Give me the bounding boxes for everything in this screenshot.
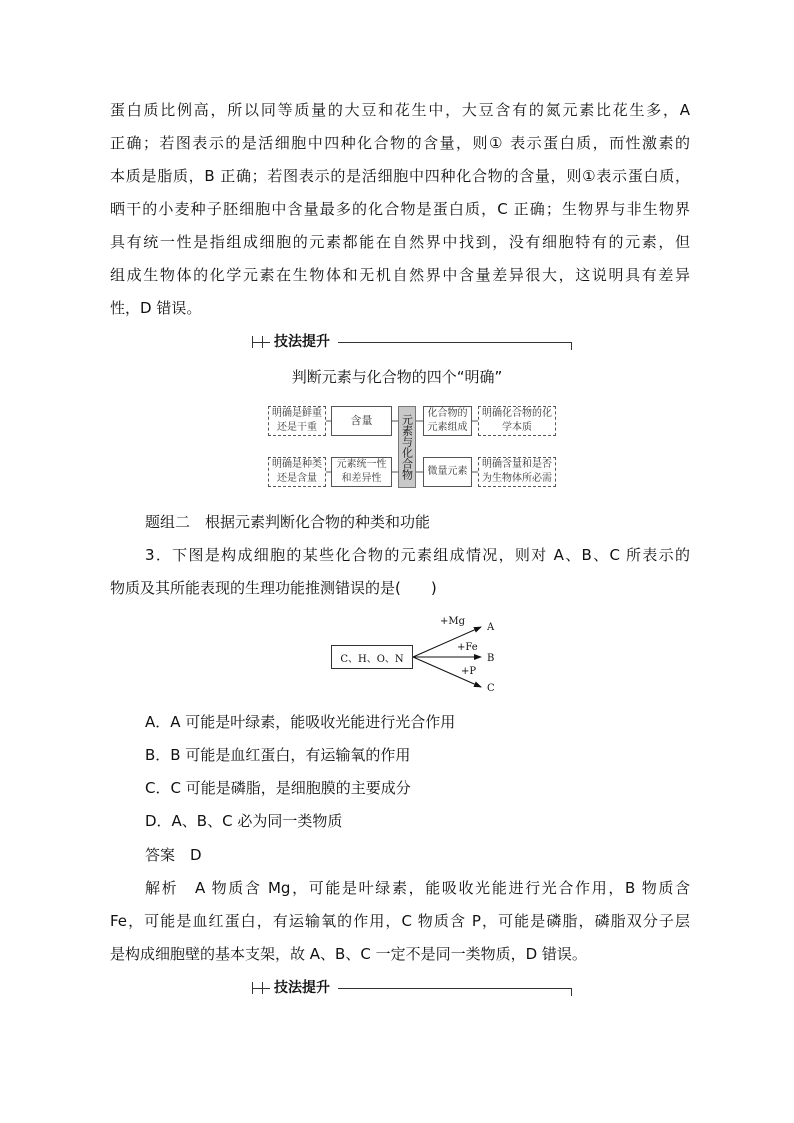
source-elements-box: C、H、O、N <box>331 645 413 669</box>
center-element-compound: 元素与化合物 <box>398 406 416 488</box>
intro-line-7: 性，D 错误。 <box>110 299 202 317</box>
tip-label: 技法提升 <box>270 332 338 352</box>
note-kind-content: 明确是种类还是含量 <box>268 457 326 487</box>
note-chemical-nature: 明确化合物的化学本质 <box>478 406 556 436</box>
option-d: D．A、B、C 必为同一类物质 <box>145 812 343 830</box>
topic-trace-elements: 微量元素 <box>423 457 472 487</box>
tip-separator <box>262 982 263 994</box>
group-title: 题组二 根据元素判断化合物的种类和功能 <box>145 513 431 531</box>
intro-line-2: 正确；若图表示的是活细胞中四种化合物的含量，则① 表示蛋白质，而性激素的 <box>110 134 690 152</box>
option-a: A．A 可能是叶绿素，能吸收光能进行光合作用 <box>145 713 456 731</box>
note-fresh-dry: 明确是鲜重还是干重 <box>268 406 326 436</box>
topic-content: 含量 <box>331 406 392 436</box>
target-c: C <box>487 683 495 694</box>
diagram-title: 判断元素与化合物的四个“明确” <box>291 368 503 386</box>
intro-line-3: 本质是脂质，B 正确；若图表示的是活细胞中四种化合物的含量，则①表示蛋白质， <box>110 167 690 185</box>
arrow-label-mg: +Mg <box>440 616 466 627</box>
topic-compound-composition: 化合物的元素组成 <box>423 406 472 436</box>
analysis-line-3: 是构成细胞壁的基本支架，故 A、B、C 一定不是同一类物质，D 错误。 <box>110 945 587 963</box>
option-c: C．C 可能是磷脂，是细胞膜的主要成分 <box>145 779 411 797</box>
intro-line-6: 组成生物体的化学元素在生物体和无机自然界中含量差异很大，这说明具有差异 <box>110 266 690 284</box>
arrow-label-fe: +Fe <box>457 642 478 653</box>
tip-label: 技法提升 <box>270 978 338 998</box>
option-b: B．B 可能是血红蛋白，有运输氧的作用 <box>145 746 411 764</box>
target-b: B <box>487 653 495 664</box>
topic-unity-difference: 元素统一性和差异性 <box>331 457 392 487</box>
arrow-label-p: +P <box>461 666 477 677</box>
note-essential: 明确含量和是否为生物体所必需 <box>478 457 556 487</box>
question-line-1: 3．下图是构成细胞的某些化合物的元素组成情况，则对 A、B、C 所表示的 <box>145 546 690 564</box>
intro-line-4: 晒干的小麦种子胚细胞中含量最多的化合物是蛋白质，C 正确；生物界与非生物界 <box>110 200 690 218</box>
analysis-line-1: 解析 A 物质含 Mg，可能是叶绿素，能吸收光能进行光合作用，B 物质含 <box>145 879 690 897</box>
question-line-2: 物质及其所能表现的生理功能推测错误的是( ) <box>110 579 437 597</box>
tip-header-2 <box>252 980 572 1000</box>
tip-tick-left <box>252 982 253 994</box>
intro-line-5: 具有统一性是指组成细胞的元素都能在自然界中找到，没有细胞特有的元素，但 <box>110 233 690 251</box>
intro-line-1: 蛋白质比例高，所以同等质量的大豆和花生中，大豆含有的氮元素比花生多，A <box>110 101 690 119</box>
answer-line: 答案 D <box>145 846 202 864</box>
tip-tick-right <box>571 988 572 996</box>
target-a: A <box>487 622 495 633</box>
analysis-line-2: Fe，可能是血红蛋白，有运输氧的作用，C 物质含 P，可能是磷脂，磷脂双分子层 <box>110 912 690 930</box>
